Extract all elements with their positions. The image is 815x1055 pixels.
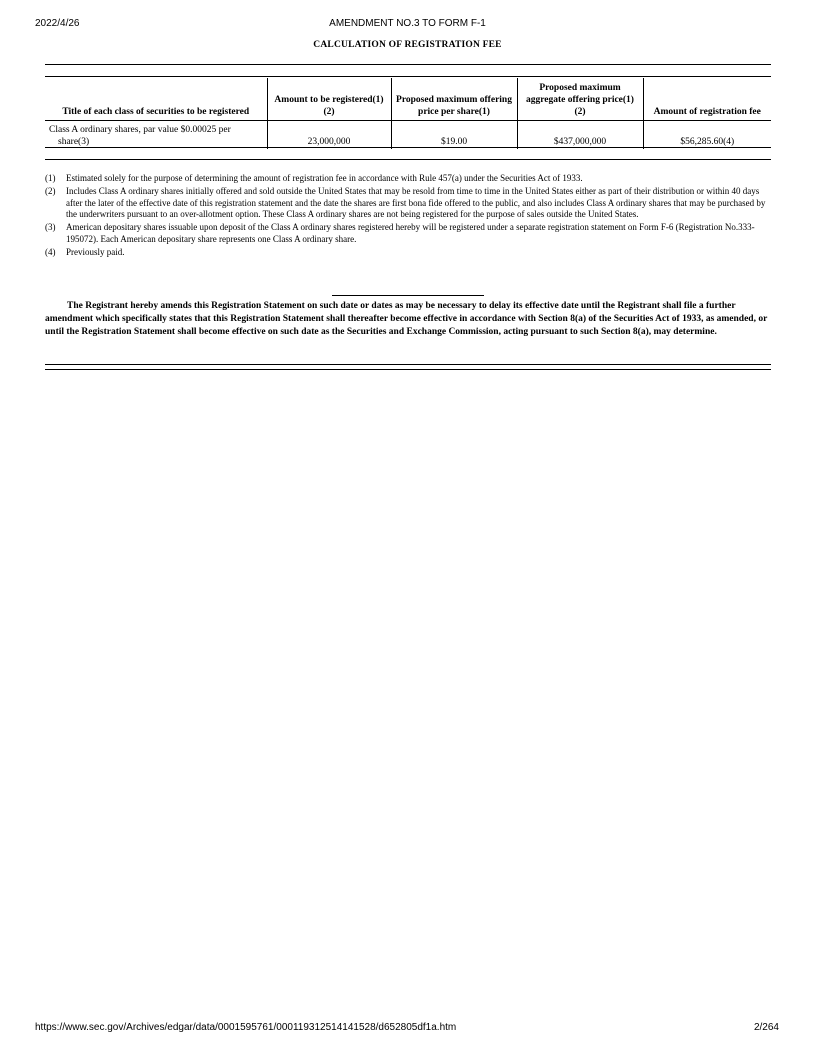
footnote-text: Previously paid. bbox=[66, 246, 125, 257]
table-row bbox=[45, 121, 771, 150]
column-header-price-per-share: Proposed maximum offering price per share(1) bbox=[391, 78, 517, 121]
registration-fee-table bbox=[45, 78, 771, 149]
print-title: AMENDMENT NO.3 TO FORM F-1 bbox=[329, 18, 486, 29]
column-header-aggregate-price: Proposed maximum aggregate offering price(1)(2) bbox=[517, 78, 643, 121]
cell-amount: 23,000,000 bbox=[267, 121, 391, 150]
print-date: 2022/4/26 bbox=[35, 18, 80, 29]
page-number: 2/264 bbox=[753, 1022, 779, 1033]
cell-fee: $56,285.60(4) bbox=[643, 121, 771, 150]
cell-title-text: Class A ordinary shares, par value $0.00025 per share(3) bbox=[49, 125, 231, 147]
column-header-amount: Amount to be registered(1)(2) bbox=[267, 78, 391, 121]
footnote-3 bbox=[45, 222, 771, 246]
print-footer bbox=[0, 1022, 815, 1036]
section-heading: CALCULATION OF REGISTRATION FEE bbox=[313, 40, 502, 50]
footnote-text: American depositary shares issuable upon deposit of the Class A ordinary shares registered hereby will be registered under a separate registration statement on Form F-6 (Registration No.333-195072). Each American depositary share represents one Class A ordinary share. bbox=[66, 222, 755, 244]
footnote-marker: (4) bbox=[45, 246, 56, 257]
footnote-marker: (1) bbox=[45, 173, 56, 183]
cell-aggregate-price: $437,000,000 bbox=[517, 121, 643, 150]
footnote-text: Estimated solely for the purpose of determining the amount of registration fee in accordance with Rule 457(a) under the Securities Act of 1933. bbox=[66, 173, 583, 183]
column-header-fee: Amount of registration fee bbox=[643, 78, 771, 121]
separator-rule bbox=[332, 295, 484, 296]
end-rule bbox=[45, 364, 771, 365]
footnote-marker: (2) bbox=[45, 185, 56, 196]
column-header-title: Title of each class of securities to be registered bbox=[45, 78, 267, 121]
top-rule-second bbox=[45, 76, 771, 77]
footnotes bbox=[45, 173, 771, 260]
document-url: https://www.sec.gov/Archives/edgar/data/0001595761/000119312514141528/d652805df1a.htm bbox=[35, 1022, 457, 1033]
print-header bbox=[0, 18, 815, 32]
table-bottom-rule-second bbox=[45, 159, 771, 160]
footnote-marker: (3) bbox=[45, 222, 56, 233]
table-header-row bbox=[45, 78, 771, 121]
footnote-text: Includes Class A ordinary shares initially offered and sold outside the United States that may be resold from time to time in the United States either as part of their distribution or within 40 days after the later of the effective date of this registration statement and the date the shares are first bona fide offered to the public, and also includes Class A ordinary shares that may be purchased by the underwriters pursuant to an over-allotment option. These Class A ordinary shares are not being registered for the purpose of sales outside the United States. bbox=[66, 185, 766, 220]
footnote-1 bbox=[45, 173, 771, 185]
table-bottom-rule bbox=[45, 147, 771, 148]
registrant-statement: The Registrant hereby amends this Registration Statement on such date or dates as may be necessary to delay its effective date until the Registrant shall file a further amendment which specifically states that this Registration Statement shall thereafter become effective in accordance with Section 8(a) of the Securities Act of 1933, as amended, or until the Registration Statement shall become effective on such date as the Securities and Exchange Commission, acting pursuant to such Section 8(a), may determine. bbox=[45, 301, 768, 337]
top-rule bbox=[45, 64, 771, 65]
footnote-4 bbox=[45, 247, 771, 259]
cell-title bbox=[45, 121, 267, 150]
footnote-2 bbox=[45, 186, 771, 221]
cell-price-per-share: $19.00 bbox=[391, 121, 517, 150]
end-rule-second bbox=[45, 369, 771, 370]
